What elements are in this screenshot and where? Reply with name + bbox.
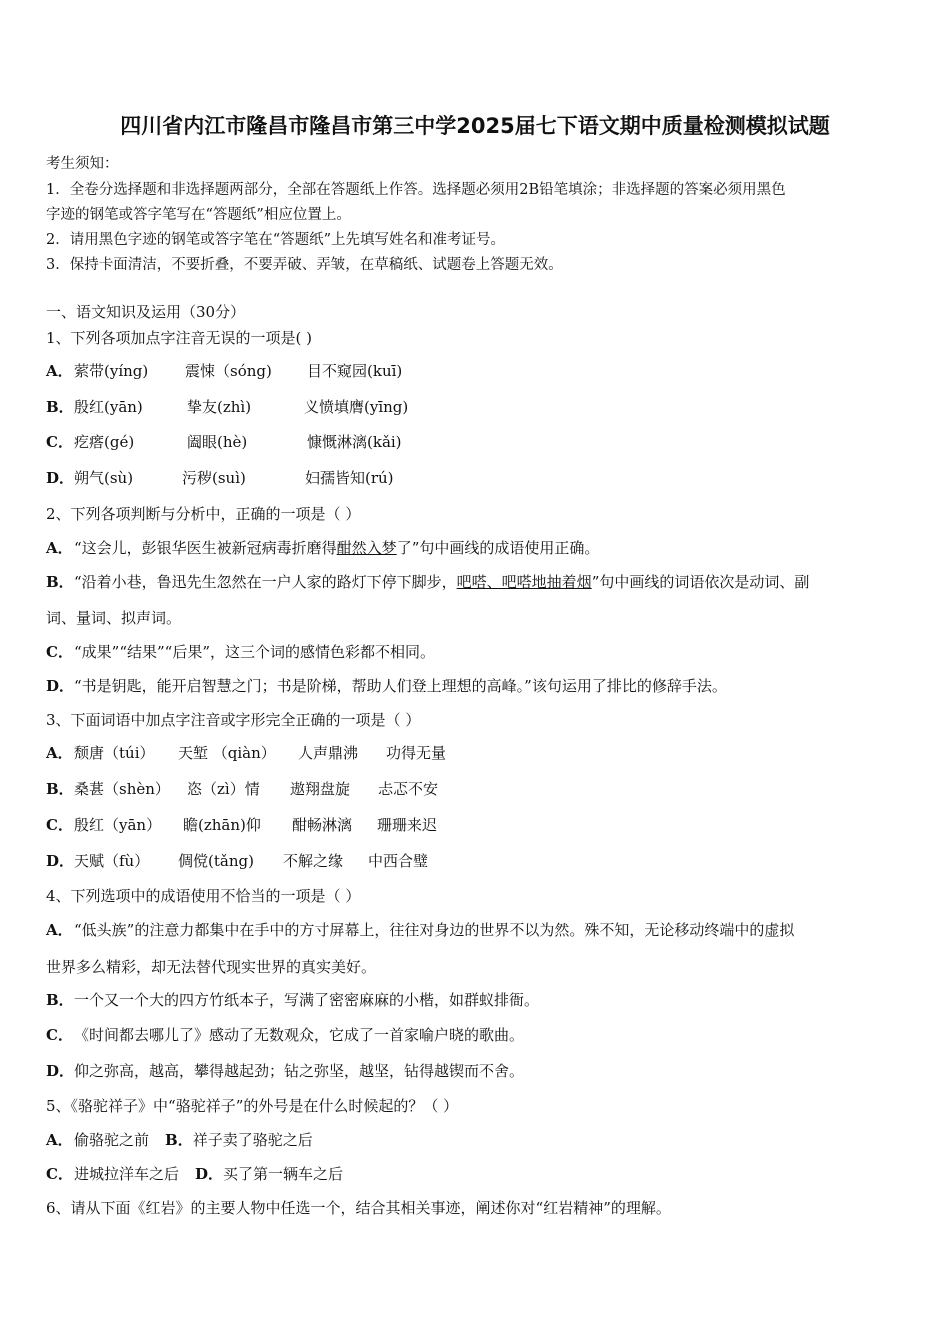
q2-option-b xyxy=(46,571,809,592)
q3-a-word-2: 天堑 （qiàn） xyxy=(178,744,276,762)
q3-d-word-2: 倜傥(tǎng) xyxy=(178,852,254,870)
section-heading: 一、语文知识及运用（30分） xyxy=(46,303,246,321)
option-label: B． xyxy=(46,780,74,798)
q3-b-word-1: 桑葚（shèn） xyxy=(74,780,170,798)
q1-d-word-3: 妇孺皆知(rú) xyxy=(305,469,394,487)
q1-a-word-3: 目不窥园(kuī) xyxy=(307,362,403,380)
q4-b-text: 一个又一个大的四方竹纸本子，写满了密密麻麻的小楷，如群蚁排衙。 xyxy=(74,991,540,1009)
q1-d-word-2: 污秽(suì) xyxy=(182,469,246,487)
q2-a-text-post: 了”句中画线的成语使用正确。 xyxy=(396,539,600,557)
option-label: A． xyxy=(46,1131,73,1149)
option-label: C． xyxy=(46,1165,73,1183)
option-label: B． xyxy=(46,398,74,416)
q3-option-d xyxy=(46,850,74,871)
q2-option-a xyxy=(46,537,599,558)
q1-option-a xyxy=(46,360,74,381)
q4-option-a xyxy=(46,919,794,940)
q2-d-text: “书是钥匙，能开启智慧之门；书是阶梯，帮助人们登上理想的高峰。”该句运用了排比的修辞手法。 xyxy=(74,677,727,695)
q3-b-word-3: 遨翔盘旋 xyxy=(290,780,351,798)
q1-b-word-3: 义愤填膺(yīng) xyxy=(304,398,409,416)
q1-c-word-2: 阖眼(hè) xyxy=(187,433,248,451)
q2-a-underlined: 酣然入梦 xyxy=(336,539,397,557)
q1-b-word-2: 挚友(zhì) xyxy=(187,398,252,416)
q3-option-a xyxy=(46,742,74,763)
q1-c-word-1: 疙瘩(gé) xyxy=(74,433,135,451)
q1-d-word-1: 朔气(sù) xyxy=(74,469,134,487)
notice-item-2: 2．请用黑色字迹的钢笔或答字笔在“答题纸”上先填写姓名和准考证号。 xyxy=(46,232,506,248)
q3-d-word-4: 中西合璧 xyxy=(368,852,429,870)
q1-b-word-1: 殷红(yān) xyxy=(74,398,143,416)
q2-option-b-cont: 词、量词、拟声词。 xyxy=(46,609,182,627)
option-label: A． xyxy=(46,921,73,939)
q5-options-ab xyxy=(46,1129,313,1150)
q1-c-word-3: 慷慨淋漓(kǎi) xyxy=(307,433,402,451)
option-label: A． xyxy=(46,539,73,557)
exam-title: 四川省内江市隆昌市隆昌市第三中学2025届七下语文期中质量检测模拟试题 xyxy=(120,114,830,138)
option-label: C． xyxy=(46,433,73,451)
q5-d-text: 买了第一辆车之后 xyxy=(223,1165,344,1183)
q2-option-d xyxy=(46,675,727,696)
option-label: C． xyxy=(46,816,73,834)
option-label: A． xyxy=(46,744,73,762)
notice-heading: 考生须知： xyxy=(46,156,119,172)
q5-stem: 5、《骆驼祥子》中“骆驼祥子”的外号是在什么时候起的？（ ） xyxy=(46,1097,459,1115)
q4-d-text: 仰之弥高，越高，攀得越起劲；钻之弥坚，越坚，钻得越锲而不舍。 xyxy=(74,1062,525,1080)
q4-stem: 4、下列选项中的成语使用不恰当的一项是（ ） xyxy=(46,887,361,905)
q4-option-a-cont: 世界多么精彩，却无法替代现实世界的真实美好。 xyxy=(46,958,377,976)
q6-stem: 6、请从下面《红岩》的主要人物中任选一个，结合其相关事迹，阐述你对“红岩精神”的理解。 xyxy=(46,1199,671,1217)
q1-option-d xyxy=(46,467,74,488)
q5-options-cd xyxy=(46,1163,343,1184)
q1-a-word-1: 萦带(yíng) xyxy=(74,362,149,380)
option-label: D． xyxy=(195,1165,224,1183)
q4-a-text: “低头族”的注意力都集中在手中的方寸屏幕上，往往对身边的世界不以为然。殊不知，无论移动终端中的虚拟 xyxy=(74,921,795,939)
q2-a-text-pre: “这会儿，彭银华医生被新冠病毒折磨得 xyxy=(74,539,337,557)
q3-a-word-4: 功得无量 xyxy=(386,744,447,762)
q4-option-c xyxy=(46,1024,524,1045)
option-label: D． xyxy=(46,677,75,695)
q1-stem: 1、下列各项加点字注音无误的一项是( ) xyxy=(46,329,313,347)
option-label: D． xyxy=(46,1062,75,1080)
q1-option-c xyxy=(46,431,74,452)
q3-d-word-1: 天赋（fù） xyxy=(74,852,150,870)
q3-b-word-4: 忐忑不安 xyxy=(378,780,439,798)
q2-stem: 2、下列各项判断与分析中，正确的一项是（ ） xyxy=(46,505,361,523)
q4-c-text: 《时间都去哪儿了》感动了无数观众，它成了一首家喻户晓的歌曲。 xyxy=(74,1026,525,1044)
option-label: C． xyxy=(46,643,73,661)
q3-c-word-1: 殷红（yān） xyxy=(74,816,162,834)
q3-option-b xyxy=(46,778,74,799)
option-label: D． xyxy=(46,469,75,487)
notice-item-3: 3．保持卡面清洁，不要折叠，不要弄破、弄皱，在草稿纸、试题卷上答题无效。 xyxy=(46,257,563,273)
notice-item-1-cont: 字迹的钢笔或答字笔写在“答题纸”相应位置上。 xyxy=(46,207,351,223)
option-label: D． xyxy=(46,852,75,870)
notice-item-1: 1．全卷分选择题和非选择题两部分，全部在答题纸上作答。选择题必须用2B铅笔填涂；非选择题的答案必须用黑色 xyxy=(46,182,786,198)
option-label: C． xyxy=(46,1026,73,1044)
q2-b-text-pre: “沿着小巷，鲁迅先生忽然在一户人家的路灯下停下脚步， xyxy=(74,573,457,591)
option-label: B． xyxy=(46,573,74,591)
q2-b-underlined: 吧嗒、吧嗒地抽着烟 xyxy=(456,573,592,591)
option-label: A． xyxy=(46,362,73,380)
option-label: B． xyxy=(46,991,74,1009)
q3-c-word-2: 瞻(zhān)仰 xyxy=(183,816,261,834)
q3-stem: 3、下面词语中加点字注音或字形完全正确的一项是（ ） xyxy=(46,711,421,729)
q1-a-word-2: 震悚（sóng) xyxy=(185,362,272,380)
q3-a-word-1: 颓唐（túi） xyxy=(74,744,155,762)
q3-c-word-4: 珊珊来迟 xyxy=(377,816,438,834)
q3-option-c xyxy=(46,814,74,835)
q2-option-c xyxy=(46,641,435,662)
q1-option-b xyxy=(46,396,74,417)
q3-c-word-3: 酣畅淋漓 xyxy=(292,816,353,834)
q3-a-word-3: 人声鼎沸 xyxy=(298,744,359,762)
q2-c-text: “成果”“结果”“后果”，这三个词的感情色彩都不相同。 xyxy=(74,643,436,661)
q5-b-text: 祥子卖了骆驼之后 xyxy=(192,1131,313,1149)
q4-option-b xyxy=(46,989,539,1010)
q2-b-text-post: ”句中画线的词语依次是动词、副 xyxy=(591,573,810,591)
q3-b-word-2: 恣（zì）情 xyxy=(187,780,260,798)
q5-a-text: 偷骆驼之前 xyxy=(74,1131,150,1149)
q4-option-d xyxy=(46,1060,524,1081)
option-label: B． xyxy=(165,1131,193,1149)
q3-d-word-3: 不解之缘 xyxy=(283,852,344,870)
q5-c-text: 进城拉洋车之后 xyxy=(74,1165,180,1183)
